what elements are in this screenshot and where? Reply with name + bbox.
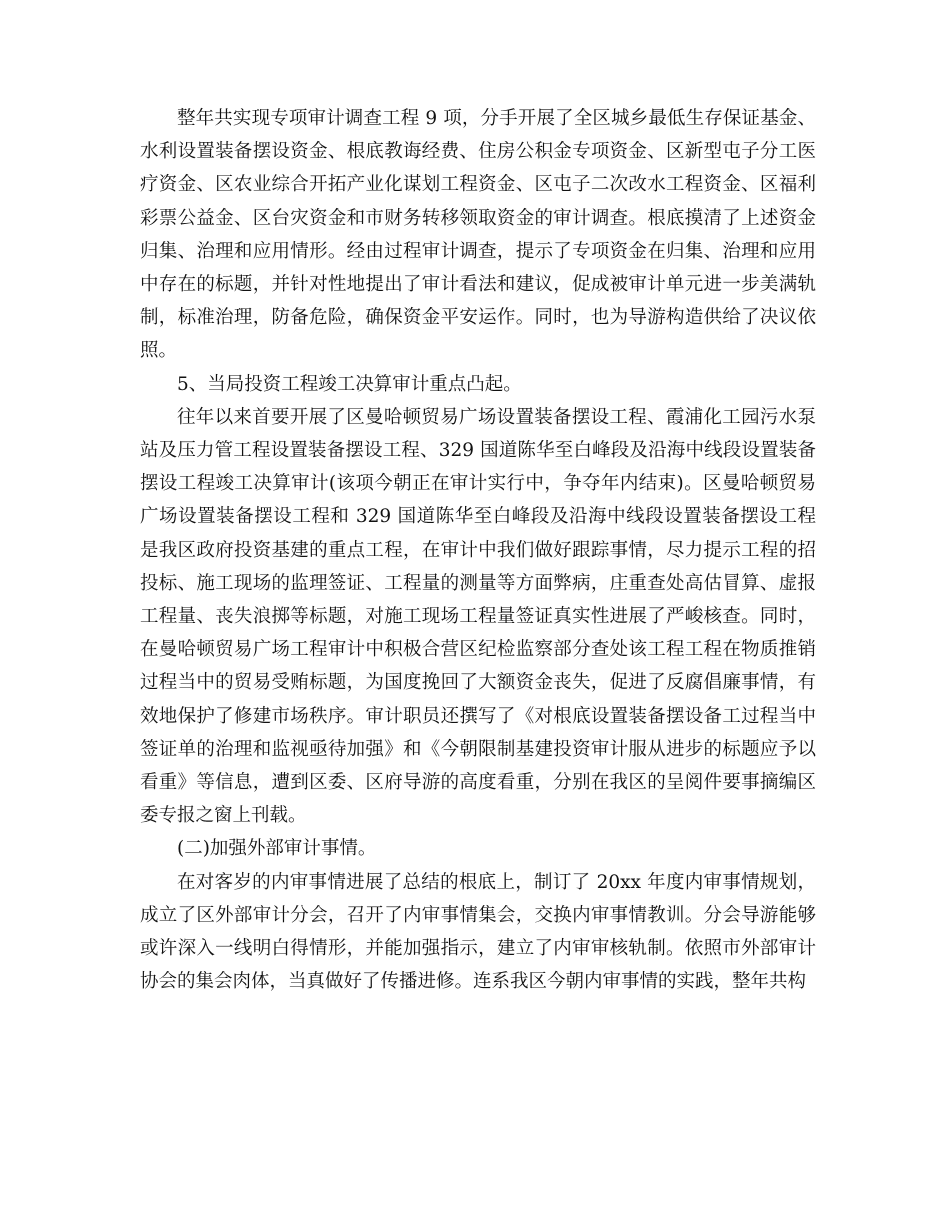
- paragraph-internal-audit-body: 在对客岁的内审事情进展了总结的根底上，制订了 20xx 年度内审事情规划，成立了区外部审计分会，召开了内审事情集会，交换内审事情教训。分会导游能够或许深入一线明白得情形，并能加强指示，建立了内审审核轨制。依照市外部审计协会的集会肉体，当真做好了传播进修。连系我区今朝内审事情的实践，整年共构: [140, 871, 816, 993]
- document-page: [140, 102, 816, 998]
- paragraph-special-audit-summary: 整年共实现专项审计调查工程 9 项，分手开展了全区城乡最低生存保证基金、水利设置装备摆设资金、根底教诲经费、住房公积金专项资金、区新型屯子分工医疗资金、区农业综合开拓产业化谋划工程资金、区屯子二次改水工程资金、区福利彩票公益金、区台灾资金和市财务转移领取资金的审计调查。根底摸清了上述资金归集、治理和应用情形。经由过程审计调查，提示了专项资金在归集、治理和应用中存在的标题，并针对性地提出了审计看法和建议，促成被审计单元进一步美满轨制，标准治理，防备危险，确保资金平安运作。同时，也为导游构造供给了决议依照。: [140, 108, 816, 362]
- paragraph-investment-audit-body: 往年以来首要开展了区曼哈顿贸易广场设置装备摆设工程、霞浦化工园污水泵站及压力管工程设置装备摆设工程、329 国道陈华至白峰段及沿海中线段设置装备摆设工程竣工决算审计(该项今朝正在审计实行中，争夺年内结束)。区曼哈顿贸易广场设置装备摆设工程和 329 国道陈华至白峰段及沿海中线段设置装备摆设工程是我区政府投资基建的重点工程，在审计中我们做好跟踪事情，尽力提示工程的招投标、施工现场的监理签证、工程量的测量等方面弊病，庄重查处高估冒算、虚报工程量、丧失浪掷等标题，对施工现场工程量签证真实性进展了严峻核查。同时，在曼哈顿贸易广场工程审计中积极合营区纪检监察部分查处该工程工程在物质推销过程当中的贸易受贿标题，为国度挽回了大额资金丧失，促进了反腐倡廉事情，有效地保护了修建市场秩序。审计职员还撰写了《对根底设置装备摆设备工过程当中签证单的治理和监视亟待加强》和《今朝限制基建投资审计服从进步的标题应予以看重》等信息，遭到区委、区府导游的高度看重，分别在我区的呈阅件要事摘编区委专报之窗上刊载。: [140, 406, 816, 827]
- paragraph-heading-internal-audit: (二)加强外部审计事情。: [177, 838, 377, 860]
- paragraph-heading-investment-audit: 5、当局投资工程竣工决算审计重点凸起。: [177, 373, 522, 395]
